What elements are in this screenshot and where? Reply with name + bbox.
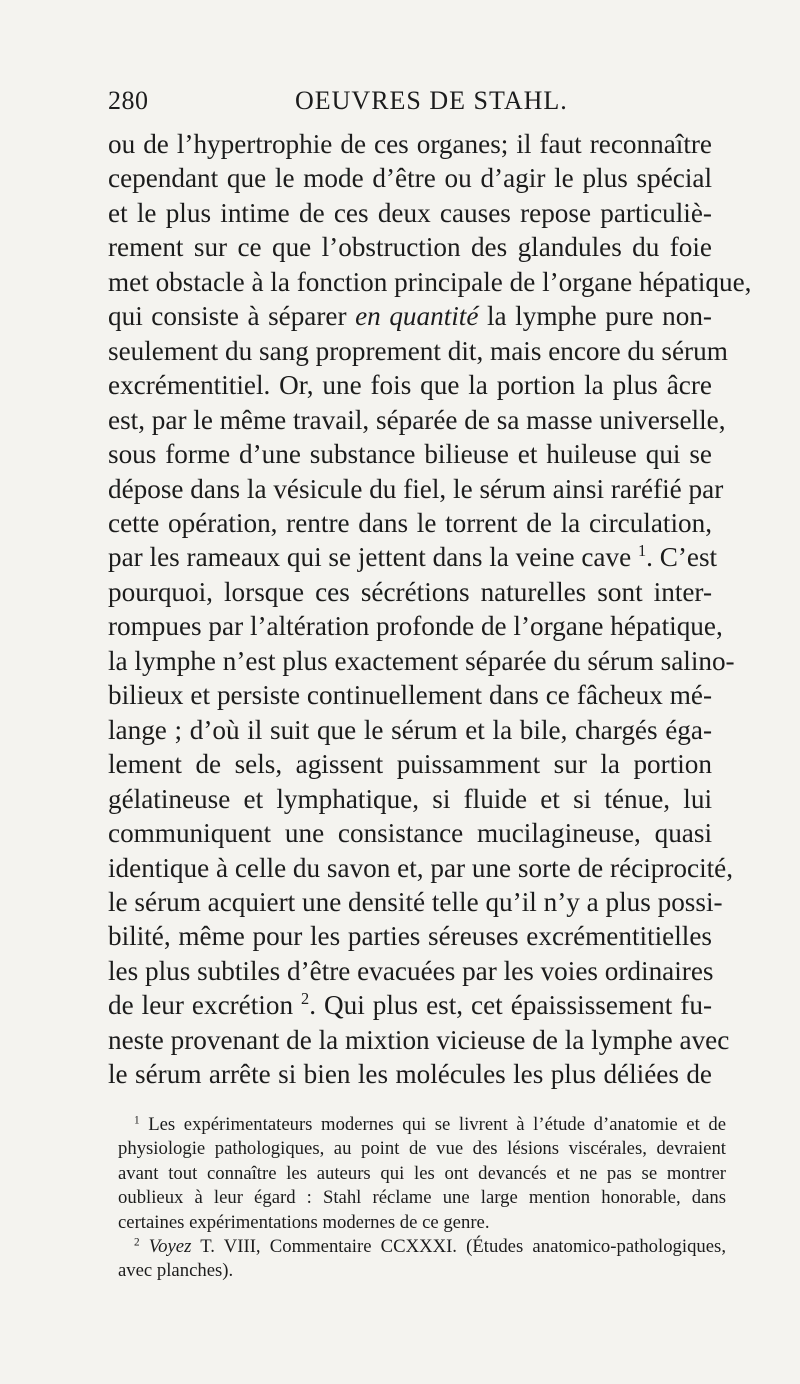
text-segment: qui consiste à séparer xyxy=(108,301,356,332)
text-line: excrémentitiel. Or, une fois que la portion la plus âcre xyxy=(108,370,712,401)
page-number: 280 xyxy=(108,86,149,115)
text-segment: . Qui plus est, cet épaississement fu- xyxy=(309,990,713,1021)
footnotes xyxy=(118,1113,726,1284)
text-line: lement de sels, agissent puissamment sur la portion xyxy=(108,749,712,780)
footnote-line: oublieux à leur égard : Stahl réclame une large mention honorable, dans xyxy=(118,1187,726,1209)
text-line: ou de l’hypertrophie de ces organes; il faut reconnaître xyxy=(108,129,712,159)
footnote-marker: 2 xyxy=(134,1236,140,1249)
text-line: dépose dans la vésicule du fiel, le sérum ainsi raréfié par xyxy=(108,473,724,504)
text-segment: la lymphe pure non- xyxy=(478,301,712,332)
text-line: est, par le même travail, séparée de sa masse universelle, xyxy=(108,404,726,435)
italic-phrase: en quantité xyxy=(355,301,479,332)
text-line: bilieux et persiste continuellement dans ce fâcheux mé- xyxy=(108,680,712,711)
text-line: rement sur ce que l’obstruction des glandules du foie xyxy=(108,232,712,263)
text-line: cette opération, rentre dans le torrent de la circulation, xyxy=(108,507,712,538)
text-segment: . C’est xyxy=(646,542,718,573)
footnote-line: certaines expérimentations modernes de ce genre. xyxy=(118,1211,490,1233)
text-line: pourquoi, lorsque ces sécrétions naturelles sont inter- xyxy=(108,576,712,607)
text-line: et le plus intime de ces deux causes repose particuliè- xyxy=(108,197,712,228)
footnote-line xyxy=(118,1235,726,1259)
footnote-line xyxy=(118,1113,726,1137)
text-segment: par les rameaux qui se jettent dans la veine cave xyxy=(108,542,638,573)
footnote-line: physiologie pathologiques, au point de vue des lésions viscérales, devraient xyxy=(118,1138,726,1160)
text-line: le sérum acquiert une densité telle qu’il n’y a plus possi- xyxy=(108,886,723,917)
page-header xyxy=(108,86,712,126)
text-line: communiquent une consistance mucilagineuse, quasi xyxy=(108,818,712,849)
body-text xyxy=(108,127,752,1092)
text-line: cependant que le mode d’être ou d’agir le plus spécial xyxy=(108,163,712,194)
text-line: rompues par l’altération profonde de l’organe hépatique, xyxy=(108,611,723,642)
footnote-text: T. VIII, Commentaire CCXXXI. (Études anatomico-pathologiques, xyxy=(191,1236,726,1258)
text-line xyxy=(108,540,718,574)
footnote-line: avec planches). xyxy=(118,1260,234,1282)
text-line: gélatineuse et lymphatique, si fluide et si ténue, lui xyxy=(108,783,712,814)
footnote-line: avant tout connaître les auteurs qui les ont devancés et ne pas se montrer xyxy=(118,1162,726,1184)
footnote-text: Les expérimentateurs modernes qui se livrent à l’étude d’anatomie et de xyxy=(148,1114,726,1135)
text-line xyxy=(108,988,712,1022)
text-line: la lymphe n’est plus exactement séparée du sérum salino- xyxy=(108,645,735,676)
text-line xyxy=(108,299,712,333)
text-segment: de leur excrétion xyxy=(108,990,302,1021)
text-line: le sérum arrête si bien les molécules les plus déliées de xyxy=(108,1059,712,1090)
text-line: bilité, même pour les parties séreuses excrémentitielles xyxy=(108,921,712,952)
text-line: neste provenant de la mixtion vicieuse de la lymphe avec xyxy=(108,1024,730,1055)
text-line: seulement du sang proprement dit, mais encore du sérum xyxy=(108,335,728,366)
footnote-ref: 2 xyxy=(301,989,310,1009)
text-line: identique à celle du savon et, par une sorte de réciprocité, xyxy=(108,852,734,883)
running-title: OEUVRES DE STAHL. xyxy=(295,86,568,115)
text-line: sous forme d’une substance bilieuse et huileuse qui se xyxy=(108,439,712,470)
footnote-italic: Voyez xyxy=(148,1236,192,1258)
footnote-marker: 1 xyxy=(134,1114,140,1127)
footnote-ref: 1 xyxy=(637,541,647,561)
text-line: met obstacle à la fonction principale de l’organe hépatique, xyxy=(108,266,752,297)
text-line: lange ; d’où il suit que le sérum et la bile, chargés éga- xyxy=(108,714,712,745)
text-line: les plus subtiles d’être evacuées par les voies ordinaires xyxy=(108,955,714,986)
